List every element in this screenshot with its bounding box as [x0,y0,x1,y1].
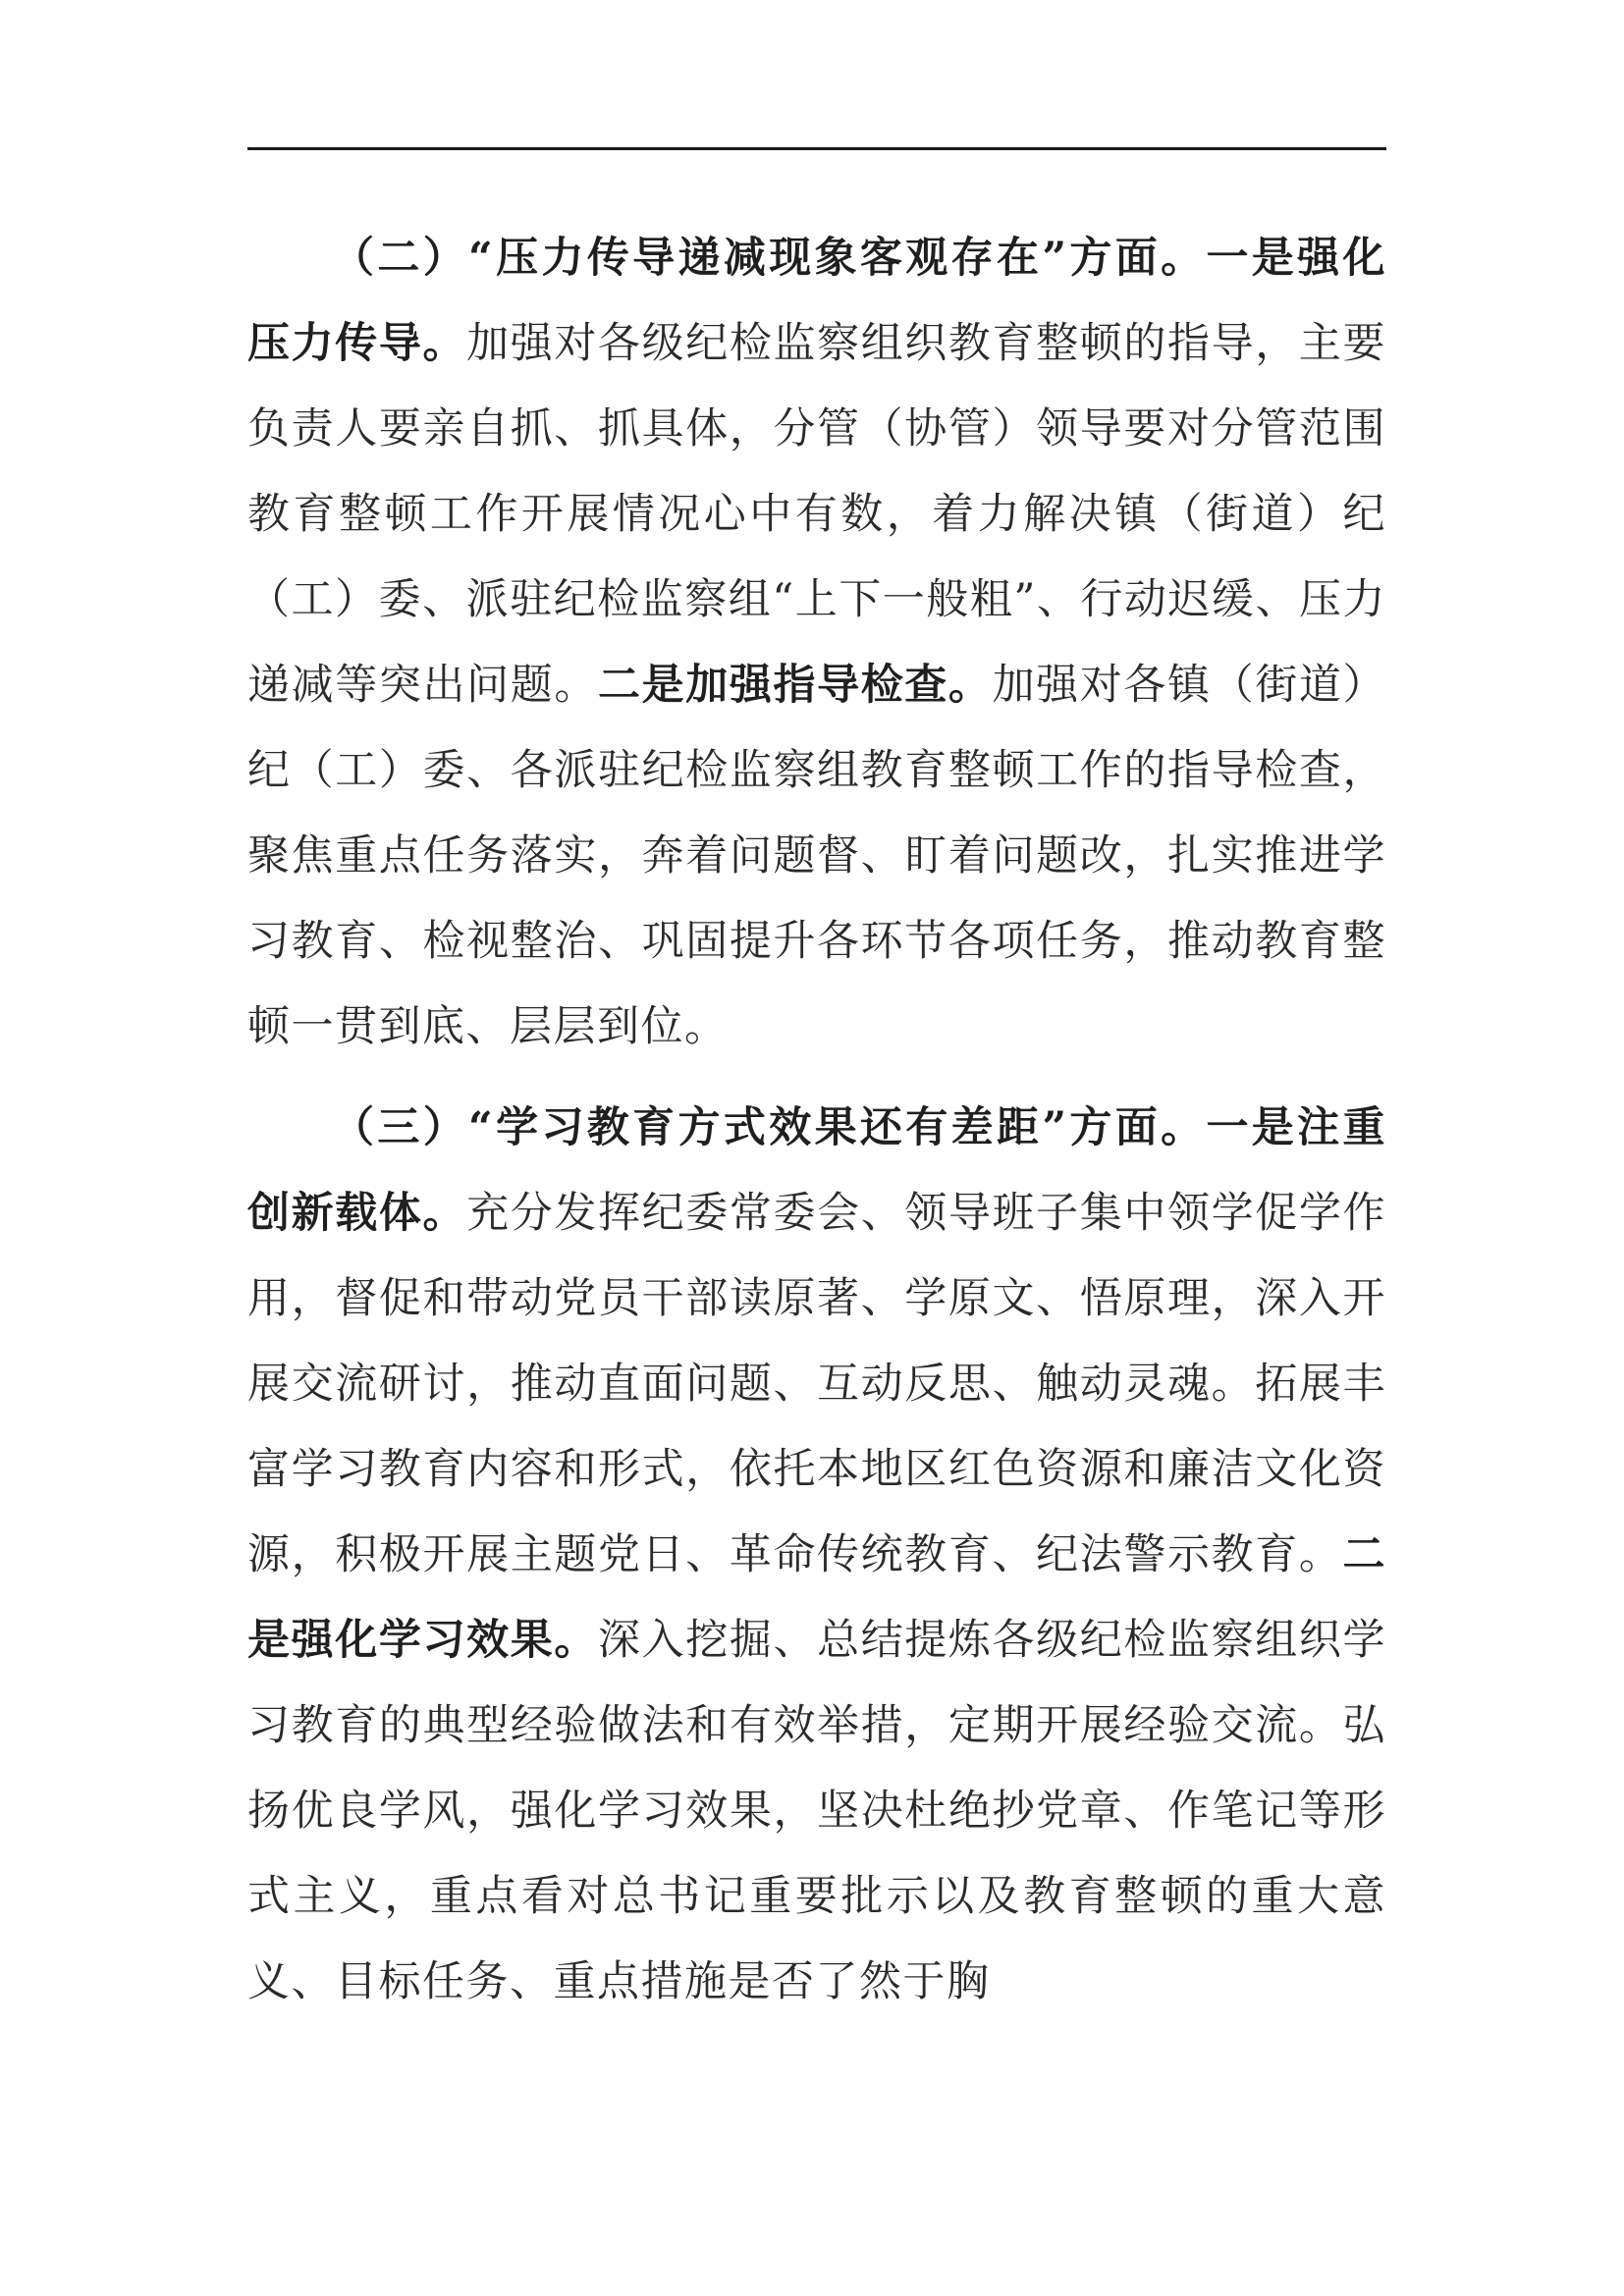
paragraph-section-three [247,1086,1386,2025]
section-two-text-1: 加强对各级纪检监察组织教育整顿的指导，主要负责人要亲自抓、抓具体，分管（协管）领导要对分管范围教育整顿工作开展情况心中有数，着力解决镇（街道）纪（工）委、派驻纪检监察组“上下一般粗”、行动迟缓、压力递减等突出问题。 [247,319,1387,710]
section-three-heading: （三）“学习教育方式效果还有差距”方面。一是注重创新载体。 [247,1103,1386,1238]
paragraph-section-two [247,216,1386,1070]
section-two-subheading: 二是加强指导检查。 [597,661,993,710]
section-three-text-1: 充分发挥纪委常委会、领导班子集中领学促学作用，督促和带动党员干部读原著、学原文、悟原理，深入开展交流研讨，推动直面问题、互动反思、触动灵魂。拓展丰富学习教育内容和形式，依托本地区红色资源和廉洁文化资源，积极开展主题党日、革命传统教育、纪法警示教育。 [247,1189,1387,1579]
section-three-subheading: 二是强化学习效果。 [247,1530,1386,1665]
section-two-text-2: 加强对各镇（街道）纪（工）委、各派驻纪检监察组教育整顿工作的指导检查，聚焦重点任务落实，奔着问题督、盯着问题改，扎实推进学习教育、检视整治、巩固提升各环节各项任务，推动教育整顿一贯到底、层层到位。 [247,661,1387,1051]
document-body [247,216,1386,2025]
section-two-heading: （二）“压力传导递减现象客观存在”方面。一是强化压力传导。 [247,234,1386,368]
header-rule [247,147,1386,150]
section-three-text-2: 深入挖掘、总结提炼各级纪检监察组织学习教育的典型经验做法和有效举措，定期开展经验交流。弘扬优良学风，强化学习效果，坚决杜绝抄党章、作笔记等形式主义，重点看对总书记重要批示以及教育整顿的重大意义、目标任务、重点措施是否了然于胸 [247,1616,1387,2006]
